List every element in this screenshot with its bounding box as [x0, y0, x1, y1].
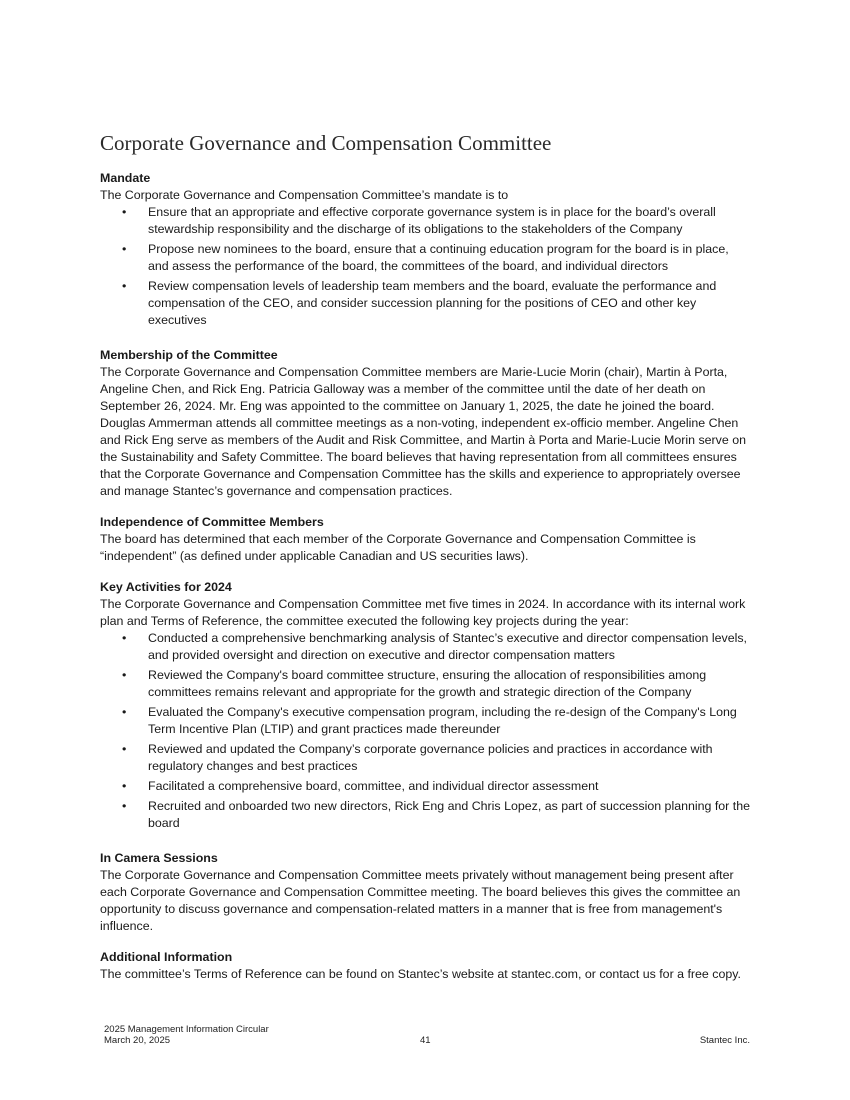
membership-section [100, 347, 752, 500]
activities-list [100, 630, 752, 832]
footer-company: Stantec Inc. [699, 1035, 750, 1046]
list-item [100, 278, 752, 329]
bullet-icon: • [122, 799, 127, 813]
list-item [100, 241, 752, 275]
list-item-text: Reviewed the Company's board committee structure, ensuring the allocation of responsibilities among committees remains relevant and appropriate for the growth and strategic direction of the Company [148, 668, 707, 699]
mandate-heading: Mandate [100, 171, 151, 185]
mandate-list [100, 204, 752, 329]
independence-text: The board has determined that each member of the Corporate Governance and Compensation Committee is “independent” (as defined under applicable Canadian and US securities laws). [100, 532, 696, 563]
bullet-icon: • [122, 279, 127, 293]
additional-heading: Additional Information [100, 950, 233, 964]
list-item-text: Recruited and onboarded two new directors, Rick Eng and Chris Lopez, as part of succession planning for the board [148, 799, 750, 830]
list-item [100, 741, 752, 775]
list-item-text: Conducted a comprehensive benchmarking analysis of Stantec’s executive and director compensation levels, and provided oversight and direction on executive and director compensation matters [148, 631, 747, 662]
in-camera-heading: In Camera Sessions [100, 851, 218, 865]
mandate-intro: The Corporate Governance and Compensation Committee’s mandate is to [100, 188, 509, 202]
page-title: Corporate Governance and Compensation Committee [100, 131, 552, 155]
independence-heading: Independence of Committee Members [100, 515, 324, 529]
additional-text: The committee’s Terms of Reference can be found on Stantec’s website at stantec.com, or contact us for a free copy. [100, 967, 741, 981]
list-item-text: Propose new nominees to the board, ensure that a continuing education program for the board is in place, and assess the performance of the board, the committees of the board, and individual directors [148, 242, 729, 273]
list-item-text: Ensure that an appropriate and effective corporate governance system is in place for the board’s overall stewardship responsibility and the discharge of its obligations to the stakeholders of the Company [148, 205, 716, 236]
in-camera-section [100, 850, 752, 935]
footer-document-title: 2025 Management Information Circular [104, 1024, 269, 1035]
in-camera-text: The Corporate Governance and Compensation Committee meets privately without management being present after each Corporate Governance and Compensation Committee meeting. The board believes this gives the committee an opportunity to discuss governance and compensation-related matters in a manner that is free from management's influence. [100, 868, 741, 933]
list-item-text: Review compensation levels of leadership team members and the board, evaluate the performance and compensation of the CEO, and consider succession planning for the positions of CEO and other key executives [148, 279, 717, 327]
activities-intro: The Corporate Governance and Compensation Committee met five times in 2024. In accordance with its internal work plan and Terms of Reference, the committee executed the following key projects during the year: [100, 597, 746, 628]
mandate-section [100, 170, 752, 329]
membership-text: The Corporate Governance and Compensation Committee members are Marie-Lucie Morin (chair), Martin à Porta, Angeline Chen, and Rick Eng. Patricia Galloway was a member of the committee until the date of her death on September 26, 2024. Mr. Eng was appointed to the committee on January 1, 2025, the date he joined the board. Douglas Ammerman attends all committee meetings as a non-voting, independent ex-officio member. Angeline Chen and Rick Eng serve as members of the Audit and Risk Committee, and Martin à Porta and Marie-Lucie Morin serve on the Sustainability and Safety Committee. The board believes that having representation from all committees ensures that the Corporate Governance and Compensation Committee has the skills and experience to appropriately oversee and manage Stantec’s governance and compensation practices. [100, 365, 746, 498]
list-item [100, 667, 752, 701]
list-item [100, 778, 752, 795]
membership-heading: Membership of the Committee [100, 348, 278, 362]
independence-section [100, 514, 752, 565]
bullet-icon: • [122, 779, 127, 793]
bullet-icon: • [122, 631, 127, 645]
activities-heading: Key Activities for 2024 [100, 580, 232, 594]
bullet-icon: • [122, 668, 127, 682]
list-item [100, 204, 752, 238]
additional-section [100, 949, 752, 983]
list-item [100, 704, 752, 738]
bullet-icon: • [122, 705, 127, 719]
list-item [100, 630, 752, 664]
footer-date: March 20, 2025 [104, 1035, 171, 1046]
bullet-icon: • [122, 742, 127, 756]
activities-section [100, 579, 752, 832]
bullet-icon: • [122, 205, 127, 219]
footer-left [104, 1024, 269, 1046]
bullet-icon: • [122, 242, 127, 256]
page-number: 41 [420, 1035, 431, 1046]
list-item-text: Reviewed and updated the Company’s corporate governance policies and practices in accordance with regulatory changes and best practices [148, 742, 713, 773]
list-item-text: Facilitated a comprehensive board, committee, and individual director assessment [148, 779, 599, 793]
list-item-text: Evaluated the Company's executive compensation program, including the re-design of the Company's Long Term Incentive Plan (LTIP) and grant practices made thereunder [148, 705, 737, 736]
list-item [100, 798, 752, 832]
page-content [100, 170, 752, 997]
